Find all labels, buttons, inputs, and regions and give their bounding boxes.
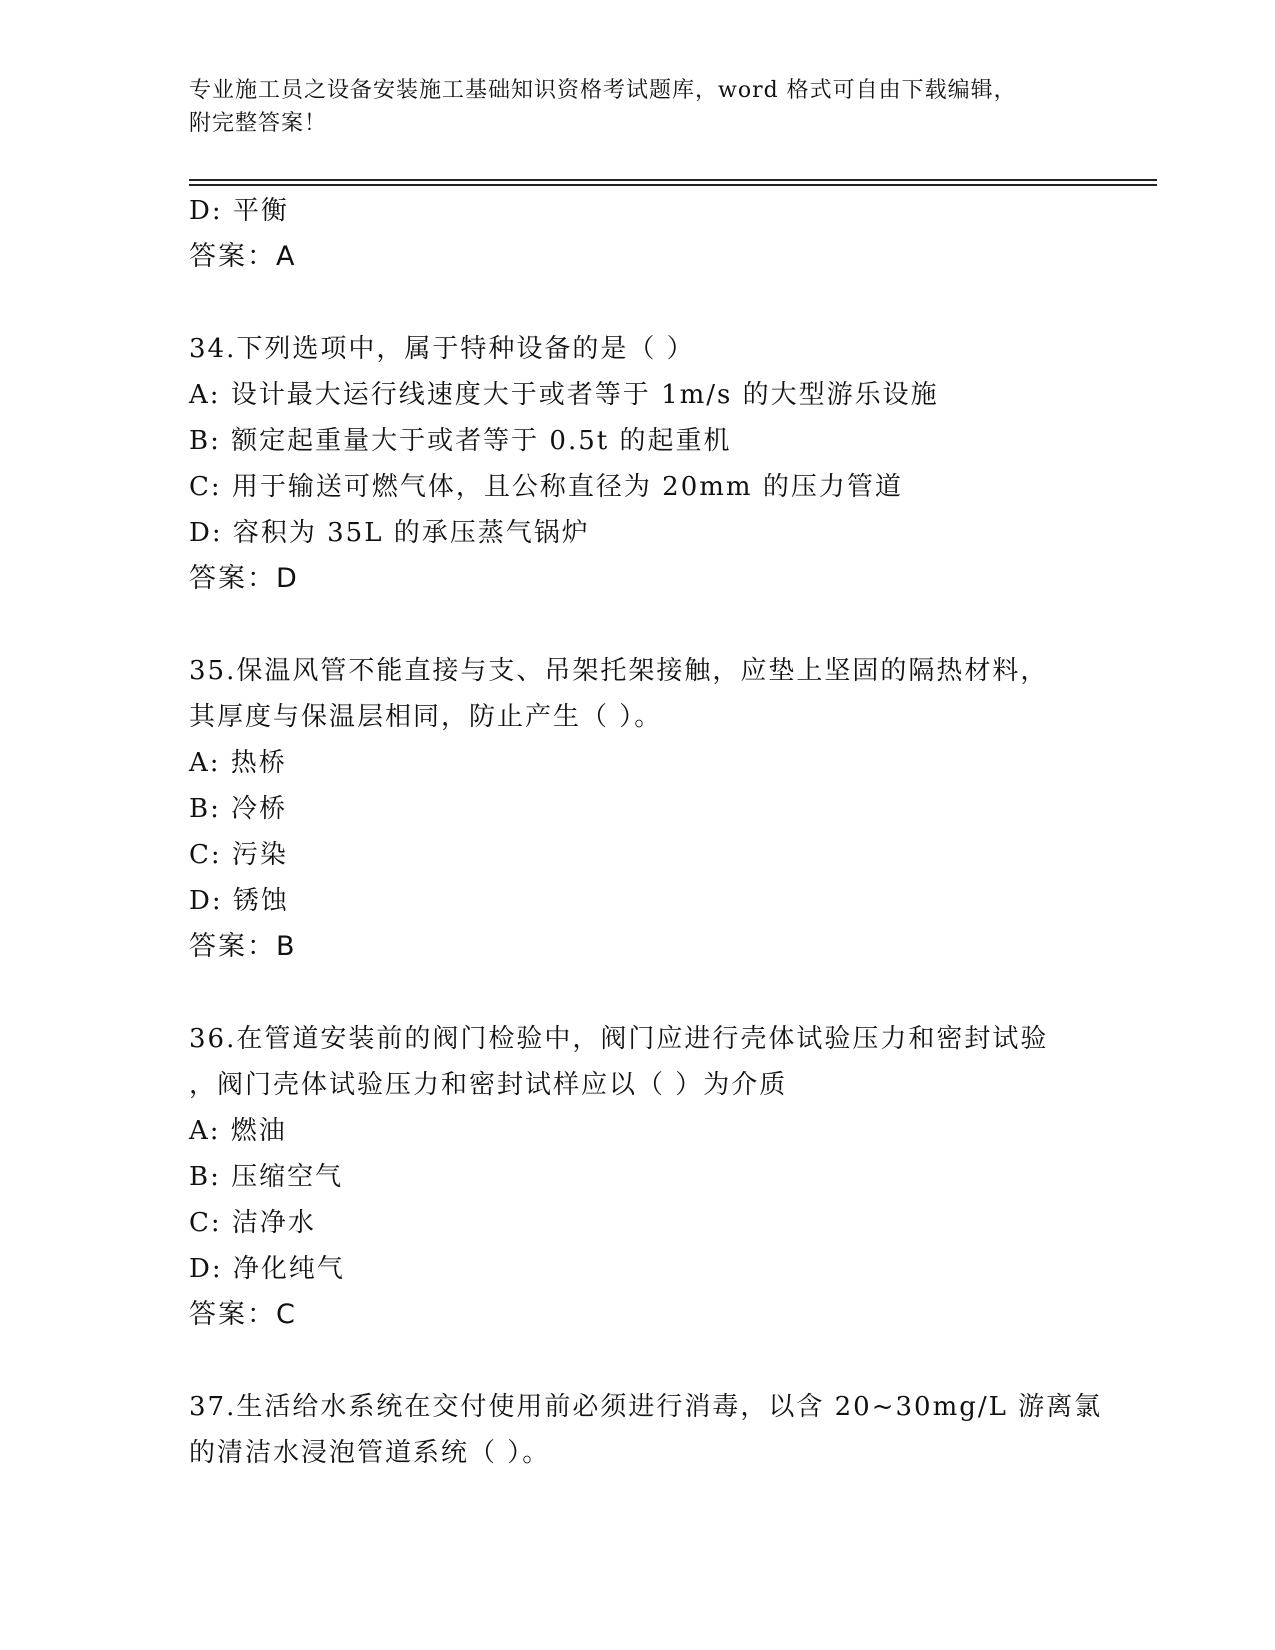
option-a: A: 热桥: [189, 748, 287, 778]
option-a: A: 设计最大运行线速度大于或者等于 1m/s 的大型游乐设施: [189, 380, 939, 410]
header-divider-bottom: [189, 184, 1157, 186]
question-stem-line-1: 36.在管道安装前的阀门检验中，阀门应进行壳体试验压力和密封试验: [189, 1024, 1049, 1054]
spacer: [189, 970, 1089, 1016]
answer: 答案：D: [189, 563, 299, 594]
option-b: B: 压缩空气: [189, 1162, 344, 1192]
spacer: [189, 280, 1089, 326]
answer: 答案：A: [189, 241, 297, 272]
option-b: B: 冷桥: [189, 794, 288, 824]
question-34: [189, 326, 1089, 602]
option-d: D: 容积为 35L 的承压蒸气锅炉: [189, 518, 590, 548]
question-stem-line-1: 37.生活给水系统在交付使用前必须进行消毒，以含 20~30mg/L 游离氯: [189, 1392, 1103, 1422]
option-b: B: 额定起重量大于或者等于 0.5t 的起重机: [189, 426, 732, 456]
header-line-2: 附完整答案！: [189, 111, 328, 136]
option-a: A: 燃油: [189, 1116, 287, 1146]
question-content: [189, 188, 1103, 1476]
spacer: [189, 602, 1089, 648]
question-stem-line-2: 的清洁水浸泡管道系统（ ）。: [189, 1438, 551, 1468]
previous-question-tail: [189, 188, 1089, 280]
header-line-1: 专业施工员之设备安装施工基础知识资格考试题库，word 格式可自由下载编辑，: [189, 78, 1017, 103]
answer: 答案：C: [189, 1299, 297, 1330]
question-stem-line-2: ，阀门壳体试验压力和密封试样应以（ ）为介质: [189, 1070, 788, 1100]
question-35: [189, 648, 1089, 970]
question-stem: 34.下列选项中，属于特种设备的是（ ）: [189, 334, 695, 364]
question-stem-line-2: 其厚度与保温层相同，防止产生（ ）。: [189, 702, 663, 732]
option-c: C: 污染: [189, 840, 288, 870]
header-divider-top: [189, 179, 1157, 181]
option-d: D: 平衡: [189, 196, 289, 226]
spacer: [189, 1338, 1089, 1384]
document-header: [189, 74, 1089, 140]
option-d: D: 锈蚀: [189, 886, 289, 916]
question-36: [189, 1016, 1089, 1338]
option-c: C: 洁净水: [189, 1208, 316, 1238]
answer: 答案：B: [189, 931, 297, 962]
option-d: D: 净化纯气: [189, 1254, 345, 1284]
question-37: [189, 1384, 1103, 1476]
question-stem-line-1: 35.保温风管不能直接与支、吊架托架接触，应垫上坚固的隔热材料，: [189, 656, 1049, 686]
option-c: C: 用于输送可燃气体，且公称直径为 20mm 的压力管道: [189, 472, 903, 502]
